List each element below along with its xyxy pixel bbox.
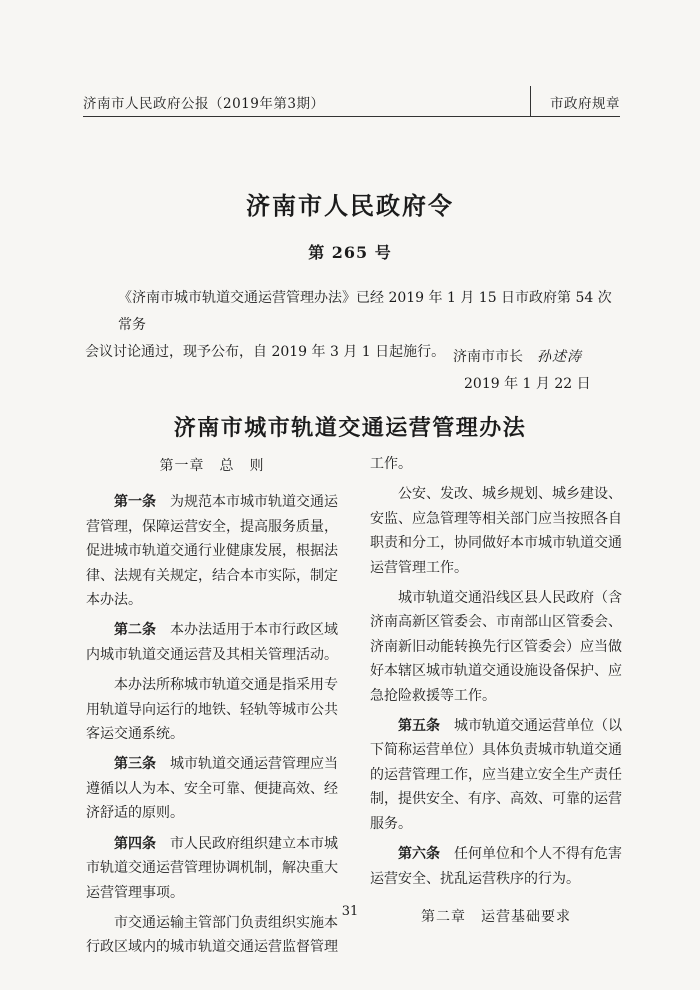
article-3-label: 第三条 — [114, 756, 156, 773]
regulation-title: 济南市城市轨道交通运营管理办法 — [173, 415, 527, 441]
article-5 — [370, 714, 622, 836]
article-1 — [86, 490, 338, 612]
article-2-paragraph-2: 本办法所称城市轨道交通是指采用专用轨道导向运行的地铁、轻轨等城市公共客运交通系统。 — [86, 677, 338, 743]
signature-block — [453, 344, 623, 398]
article-4-paragraph-3: 公安、发改、城乡规划、城乡建设、安监、应急管理等相关部门应当按照各自职责和分工，协同做好本市城市轨道交通运营管理工作。 — [370, 486, 622, 576]
page-number: 31 — [341, 904, 359, 919]
decree-text-line1: 《济南市城市轨道交通运营管理办法》已经 2019 年 1 月 15 日市政府第 54 次常务 — [118, 290, 612, 333]
header-divider — [530, 86, 531, 116]
article-2-label: 第二条 — [114, 622, 156, 639]
article-4-paragraph-2-continued: 工作。 — [370, 456, 412, 472]
article-4-label: 第四条 — [114, 835, 156, 852]
article-1-label: 第一条 — [114, 494, 156, 511]
article-3 — [86, 752, 338, 825]
chapter-1-heading: 第一章 总 则 — [159, 458, 265, 474]
article-6-text: 任何单位和个人不得有危害运营安全、扰乱运营秩序的行为。 — [370, 846, 622, 887]
article-4-paragraph-2: 市交通运输主管部门负责组织实施本行政区域内的城市轨道交通运营监督管理 — [86, 914, 338, 956]
article-3-text: 城市轨道交通运营管理应当遵循以人为本、安全可靠、便捷高效、经济舒适的原则。 — [86, 756, 338, 822]
signer-name: 孙述涛 — [537, 349, 582, 365]
left-column — [86, 452, 338, 966]
article-4 — [86, 832, 338, 905]
decree-number: 第 265 号 — [308, 243, 392, 262]
header-section: 市政府规章 — [550, 96, 620, 112]
article-6-label: 第六条 — [398, 846, 440, 863]
article-2-text: 本办法适用于本市行政区域内城市轨道交通运营及其相关管理活动。 — [86, 622, 338, 663]
header-rule — [83, 116, 620, 117]
article-4-paragraph-4: 城市轨道交通沿线区县人民政府（含济南高新区管委会、市南部山区管委会、济南新旧动能转换先行区管委会）应当做好本辖区城市轨道交通设施设备保护、应急抢险救援等工作。 — [370, 590, 622, 704]
signer-title: 济南市市长 — [453, 349, 523, 365]
article-2 — [86, 618, 338, 667]
right-column — [370, 452, 622, 941]
article-5-label: 第五条 — [398, 718, 440, 735]
decree-title: 济南市人民政府令 — [246, 191, 454, 220]
chapter-2-heading: 第二章 运营基础要求 — [421, 908, 571, 925]
article-6 — [370, 842, 622, 891]
article-4-text: 市人民政府组织建立本市城市轨道交通运营管理协调机制，解决重大运营管理事项。 — [86, 835, 338, 901]
article-1-text: 为规范本市城市轨道交通运营管理，保障运营安全，提高服务质量，促进城市轨道交通行业健康发展，根据法律、法规有关规定，结合本市实际，制定本办法。 — [86, 494, 338, 609]
header-publication: 济南市人民政府公报（2019年第3期） — [83, 96, 325, 112]
article-5-text: 城市轨道交通运营单位（以下简称运营单位）具体负责城市轨道交通的运营管理工作，应当建立安全生产责任制，提供安全、有序、高效、可靠的运营服务。 — [370, 718, 622, 832]
page-header — [83, 86, 620, 112]
decree-date: 2019 年 1 月 22 日 — [464, 376, 591, 392]
decree-text-line2: 会议讨论通过，现予公布，自 2019 年 3 月 1 日起施行。 — [85, 344, 446, 360]
